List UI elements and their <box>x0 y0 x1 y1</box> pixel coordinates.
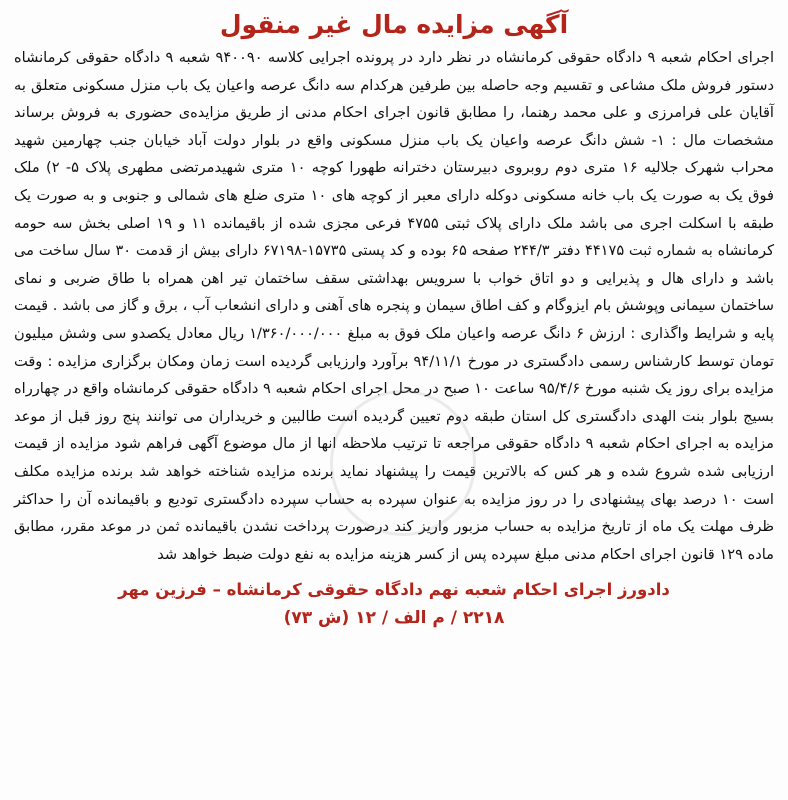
notice-signature: دادورز اجرای احکام شعبه نهم دادگاه حقوقی کرمانشاه – فرزین مهر <box>118 580 670 600</box>
notice-reference: ۲۲۱۸ / م الف / ۱۲ (ش ۷۳) <box>283 608 505 629</box>
notice-body: اجرای احکام شعبه ۹ دادگاه حقوقی کرمانشاه در نظر دارد در پرونده اجرایی کلاسه ۹۴۰۰۹۰ شعبه ۹ دادگاه حقوقی کرمانشاه دستور فروش ملک مشاعی و تقسیم وجه حاصله بین طرفین هرکدام سه دانگ عرصه واعیان یک باب منزل مسکونی متعلق به آقایان علی فرامرزی و علی محمد رهنما، را مطابق قانون اجرای احکام مدنی از طریق مزایده‌ی حضوری به فروش برساند مشخصات مال : ۱- شش دانگ عرصه واعیان یک باب منزل مسکونی واقع در بلوار دولت آباد خیابان جنب چهارمین شهید محراب شهرک جلالیه ۱۶ متری دوم روبروی دبیرستان دخترانه طهورا کوچه ۱۰ متری شهیدمرتضی مطهری پلاک ۵- ۲) ملک فوق یک به صورت یک باب خانه مسکونی دوکله دارای معبر از کوچه های ۱۰ متری ضلع های شمالی و جنوبی و به صورت یک طبقه با اسکلت اجری می باشد ملک دارای پلاک ثبتی ۴۷۵۵ فرعی مجزی شده از باقیمانده ۱۱ و ۱۹ اصلی بخش سه حومه کرمانشاه به شماره ثبت ۴۴۱۷۵ دفتر ۲۴۴/۳ صفحه ۶۵ بوده و کد پستی ۱۵۷۳۵-۶۷۱۹۸ دارای بیش از قدمت ۳۰ سال ساخت می باشد و دارای هال و پذیرایی و دو اتاق خواب با سرویس بهداشتی سقف ساختمان تیر اهن همراه با طاق ضربی و نمای ساختمان سیمانی وپوشش بام ایزوگام و کف اطاق سیمان و پنجره های آهنی و دارای انشعاب آب ، برق و گاز می باشد . قیمت پایه و شرایط واگذاری : ارزش ۶ دانگ عرصه واعیان ملک فوق به مبلغ ۱/۳۶۰/۰۰۰/۰۰۰ ریال معادل یکصدو سی وشش میلیون تومان توسط کارشناس رسمی دادگستری در مورخ ۹۴/۱۱/۱ برآورد وارزیابی گردیده است زمان ومکان برگزاری مزایده : وقت مزایده برای روز یک شنبه مورخ ۹۵/۴/۶ ساعت ۱۰ صبح در محل اجرای احکام شعبه ۹ دادگاه حقوقی کرمانشاه واقع در چهارراه بسیج بلوار بنت الهدی دادگستری کل استان طبقه دوم تعیین گردیده است طالبین و خریداران می توانند پنج روز قبل از موعد مزایده به اجرای احکام شعبه ۹ دادگاه حقوقی مراجعه تا ترتیب ملاحظه انها از مال موضوع آگهی فراهم شود مزایده از قیمت ارزیابی شده شروع شده و هر کس که بالاترین قیمت را پیشنهاد نماید برنده مزایده شناخته خواهد شد برنده مزایده مکلف است ۱۰ درصد بهای پیشنهادی را در روز مزایده به عنوان سپرده به حساب سپرده دادگستری تودیع و باقیمانده آن را حداکثر ظرف مهلت یک ماه از تاریخ مزایده به حساب مزبور واریز کند درصورت پرداخت نشدن باقیمانده ثمن در موعد مقرر، مطابق ماده ۱۲۹ قانون اجرای احکام مدنی مبلغ سپرده پس از کسر هزینه مزایده به نفع دولت ضبط خواهد شد <box>14 49 775 563</box>
notice-title: آگهی مزایده مال غیر منقول <box>219 10 569 39</box>
